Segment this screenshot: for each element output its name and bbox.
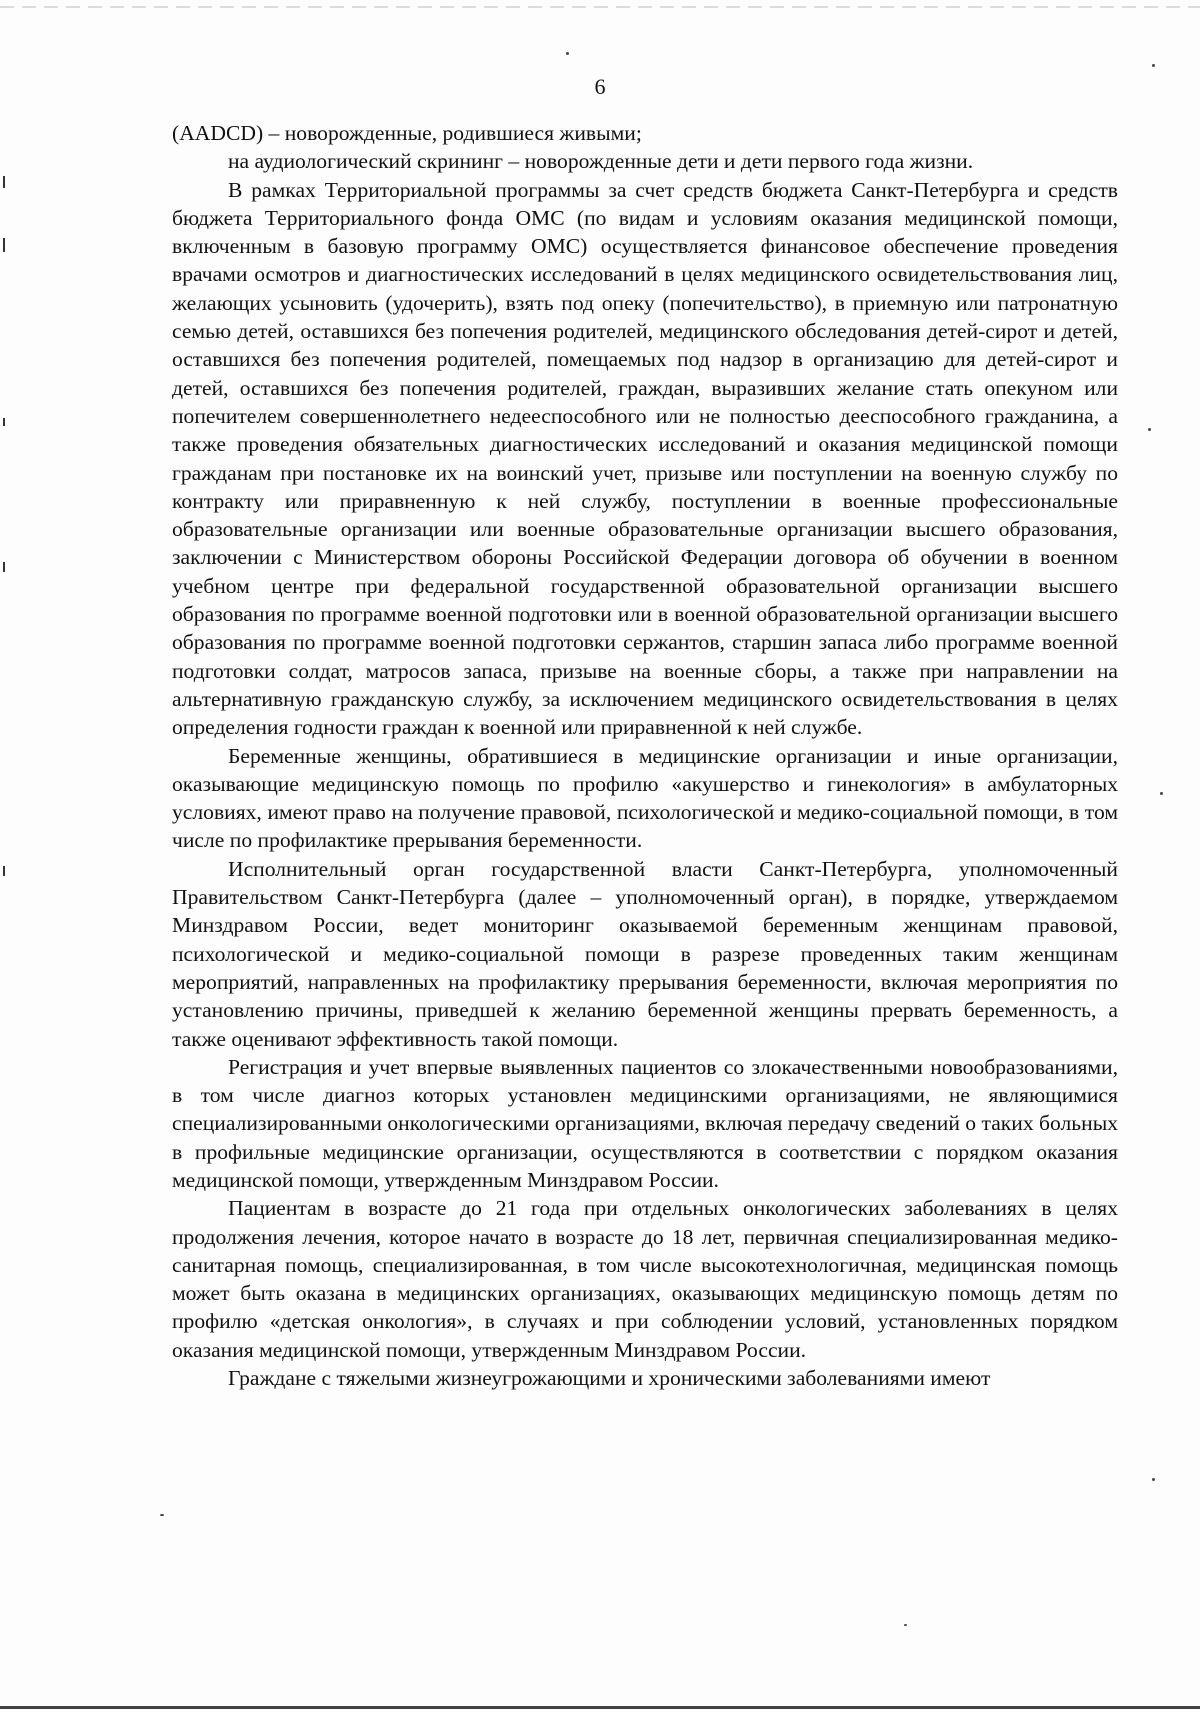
paragraph: (AADCD) – новорожденные, родившиеся живыми; [172, 121, 642, 145]
scan-margin-mark [3, 238, 5, 252]
paragraph: В рамках Территориальной программы за счет средств бюджета Санкт-Петербурга и средств бюджета Территориального фонда ОМС (по видам и условиям оказания медицинской помощи, включенным в базовую программу ОМС) осуществляется финансовое обеспечение проведения врачами осмотров и диагностических исследований в целях медицинского освидетельствования лиц, желающих усыновить (удочерить), взять под опеку (попечительство), в приемную или патронатную семью детей, оставшихся без попечения родителей, медицинского обследования детей-сирот и детей, оставшихся без попечения родителей, помещаемых под надзор в организацию для детей-сирот и детей, оставшихся без попечения родителей, граждан, выразивших желание стать опекуном или попечителем совершеннолетнего недееспособного или не полностью дееспособного гражданина, а также проведения обязательных диагностических исследований и оказания медицинской помощи гражданам при постановке их на воинский учет, призыве или поступлении на военную службу по контракту или приравненную к ней службу, поступлении в военные профессиональные образовательные организации или военные образовательные организации высшего образования, заключении с Министерством обороны Российской Федерации договора об обучении в военном учебном центре при федеральной государственной образовательной организации высшего образования по программе военной подготовки или в военной образовательной организации высшего образования по программе военной подготовки сержантов, старшин запаса либо программе военной подготовки солдат, матросов запаса, призыве на военные сборы, а также при направлении на альтернативную гражданскую службу, за исключением медицинского освидетельствования в целях определения годности граждан к военной или приравненной к ней службе. [172, 177, 1118, 740]
scan-margin-mark [3, 176, 5, 188]
scan-top-edge [0, 6, 1200, 8]
scan-margin-mark [3, 418, 5, 426]
paragraph: на аудиологический скрининг – новорожденные дети и дети первого года жизни. [228, 149, 974, 174]
scan-speck [1148, 428, 1151, 431]
paragraph: Регистрация и учет впервые выявленных пациентов со злокачественными новообразованиями, в том числе диагноз которых установлен медицинскими организациями, не являющимися специализированными онкологическими организациями, включая передачу сведений о таких больных в профильные медицинские организации, осуществляются в соответствии с порядком оказания медицинской помощи, утвержденным Минздравом России. [172, 1054, 1119, 1192]
scan-speck [904, 1624, 907, 1626]
scan-speck [1152, 1478, 1155, 1481]
paragraph: Исполнительный орган государственной власти Санкт-Петербурга, уполномоченный Правительством Санкт-Петербурга (далее – уполномоченный орган), в порядке, утверждаемом Минздравом России, ведет мониторинг оказываемой беременным женщинам правовой, психологической и медико-социальной помощи в разрезе проведенных таким женщинам мероприятий, направленных на профилактику прерывания беременности, включая мероприятия по установлению причины, приведшей к желанию беременной женщины прервать беременность, а также оценивают эффективность такой помощи. [172, 856, 1118, 1051]
scan-speck [1160, 792, 1163, 795]
scan-margin-mark [3, 562, 5, 572]
scan-speck [566, 52, 569, 55]
paragraph: Пациентам в возрасте до 21 года при отдельных онкологических заболеваниях в целях продолжения лечения, которое начато в возрасте до 18 лет, первичная специализированная медико-санитарная помощь, специализированная, в том числе высокотехнологичная, медицинская помощь может быть оказана в медицинских организациях, оказывающих медицинскую помощь детям по профилю «детская онкология», в случаях и при соблюдении условий, установленных порядком оказания медицинской помощи, утвержденным Минздравом России. [172, 1196, 1118, 1362]
document-body [172, 119, 1118, 1392]
scan-bottom-edge [0, 1706, 1200, 1709]
paragraph: Беременные женщины, обратившиеся в медицинские организации и иные организации, оказывающие медицинскую помощь по профилю «акушерство и гинекология» в амбулаторных условиях, имеют право на получение правовой, психологической и медико-социальной помощи, в том числе по профилактике прерывания беременности. [172, 743, 1118, 853]
page-number: 6 [594, 74, 606, 99]
scan-speck [1152, 64, 1155, 67]
paragraph: Граждане с тяжелыми жизнеугрожающими и хроническими заболеваниями имеют [228, 1366, 991, 1391]
scan-speck [160, 1514, 164, 1516]
scan-margin-mark [3, 866, 5, 876]
